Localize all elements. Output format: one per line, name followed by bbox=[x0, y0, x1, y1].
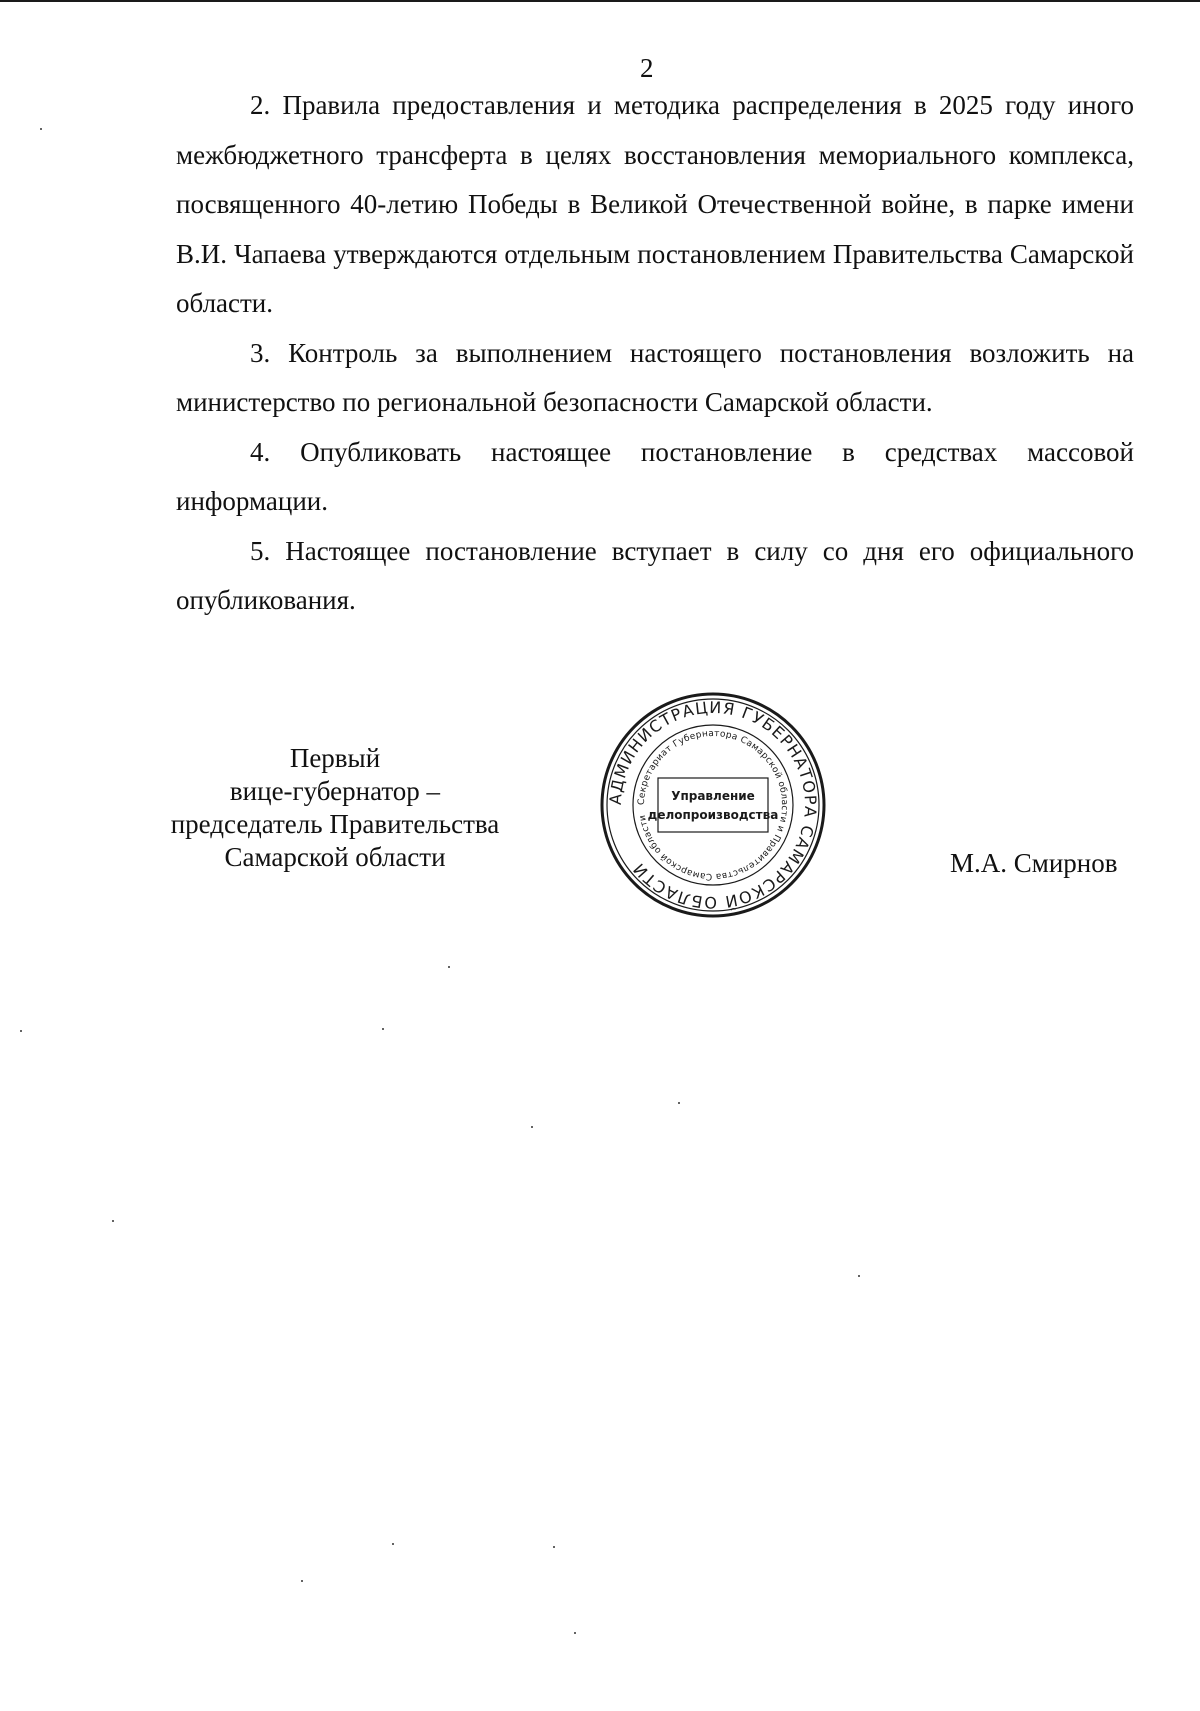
scan-speck bbox=[20, 1030, 22, 1032]
paragraph-5: 5. Настоящее постановление вступает в силу со дня его официального опубликования. bbox=[176, 535, 1134, 615]
page-number: 2 bbox=[640, 53, 654, 83]
stamp-outer-text: АДМИНИСТРАЦИЯ ГУБЕРНАТОРА САМАРСКОЙ ОБЛАСТИ bbox=[605, 697, 821, 913]
page-top-edge-line bbox=[0, 0, 1200, 2]
scan-speck bbox=[40, 128, 42, 130]
scan-speck bbox=[574, 1632, 576, 1634]
signatory-position-line: Первый bbox=[289, 743, 381, 773]
document-body bbox=[176, 81, 1134, 626]
stamp-inner-text: Секретариат Губернатора Самарской области и Правительства Самарской области bbox=[636, 728, 790, 882]
scan-speck bbox=[301, 1580, 303, 1582]
paragraph-4: 4. Опубликовать настоящее постановление в средствах массовой информации. bbox=[176, 436, 1134, 516]
scan-speck bbox=[392, 1543, 394, 1545]
scan-speck bbox=[382, 1028, 384, 1030]
svg-text:Секретариат Губернатора Самарс bbox=[637, 729, 789, 881]
signatory-position-line: вице-губернатор – bbox=[229, 776, 441, 806]
official-seal-stamp bbox=[598, 690, 828, 920]
scan-speck bbox=[553, 1546, 555, 1548]
paragraph-3: 3. Контроль за выполнением настоящего постановления возложить на министерство по региональной безопасности Самарской области. bbox=[176, 337, 1134, 417]
signatory-name: М.А. Смирнов bbox=[950, 848, 1118, 878]
signatory-position-line: председатель Правительства bbox=[170, 809, 500, 839]
scan-speck bbox=[678, 1102, 680, 1104]
signatory-position-line: Самарской области bbox=[224, 842, 446, 872]
stamp-center-line-2: делопроизводства bbox=[647, 808, 779, 822]
scan-speck bbox=[858, 1275, 860, 1277]
signatory-position bbox=[150, 742, 520, 874]
stamp-center-line-1: Управление bbox=[671, 789, 755, 803]
paragraph-2: 2. Правила предоставления и методика распределения в 2025 году иного межбюджетного трансферта в целях восстановления мемориального комплекса, посвященного 40-летию Победы в Великой Отечественной войне, в парке имени В.И. Чапаева утверждаются отдельным постановлением Правительства Самарской области. bbox=[176, 90, 1134, 318]
scan-speck bbox=[448, 966, 450, 968]
scan-speck bbox=[531, 1126, 533, 1128]
scan-speck bbox=[112, 1220, 114, 1222]
